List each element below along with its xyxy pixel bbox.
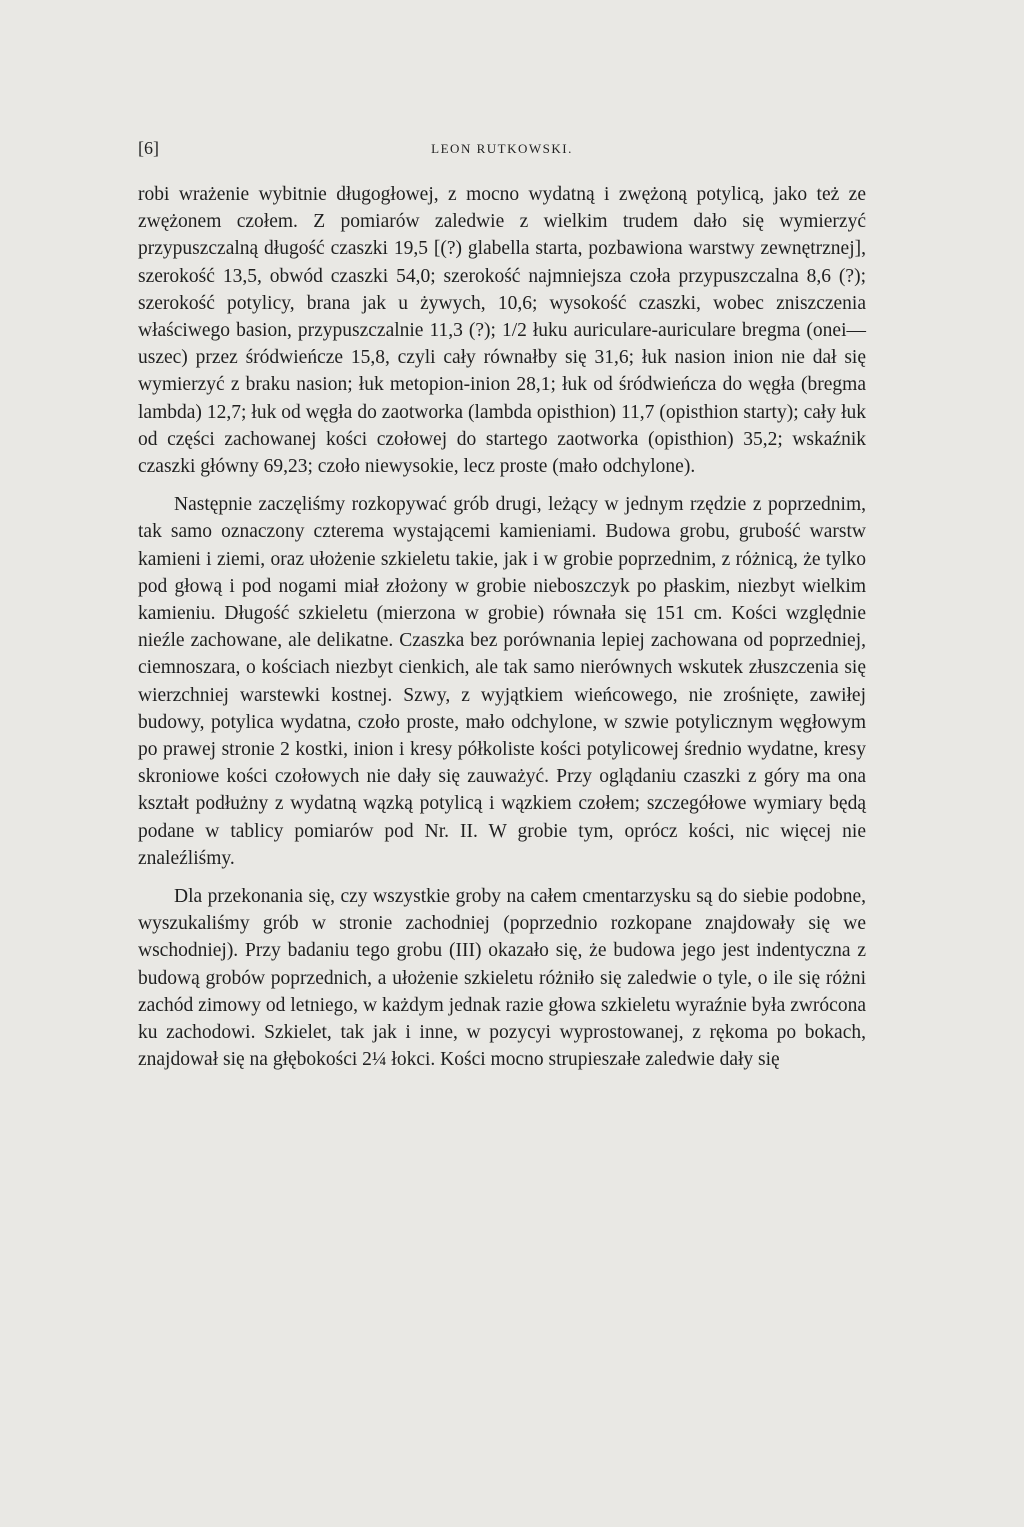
body-text (138, 181, 866, 1074)
running-head: LEON RUTKOWSKI. (431, 141, 573, 156)
paragraph-2: Następnie zaczęliśmy rozkopywać grób drugi, leżący w jednym rzędzie z poprzednim, tak samo oznaczony czterema wystającemi kamieniami. Budowa grobu, grubość warstw kamieni i ziemi, oraz ułożenie szkieletu takie, jak i w grobie poprzednim, z różnicą, że tylko pod głową i pod nogami miał złożony w grobie nieboszczyk po płaskim, niezbyt wielkim kamieniu. Długość szkieletu (mierzona w grobie) równała się 151 cm. Kości względnie nieźle zachowane, ale delikatne. Czaszka bez porównania lepiej zachowana od poprzedniej, ciemnoszara, o kościach niezbyt cienkich, ale tak samo nierównych wskutek złuszczenia się wierzchniej warstewki kostnej. Szwy, z wyjątkiem wieńcowego, nie zrośnięte, zawiłej budowy, potylica wydatna, czoło proste, mało odchylone, w szwie potylicznym węgłowym po prawej stronie 2 kostki, inion i kresy półkoliste kości potylicowej średnio wydatne, kresy skroniowe kości czołowych nie dały się zauważyć. Przy oglądaniu czaszki z góry ma ona kształt podłużny z wydatną wązką potylicą i wązkiem czołem; szczegółowe wymiary będą podane w tablicy pomiarów pod Nr. II. W grobie tym, oprócz kości, nic więcej nie znaleźliśmy. (138, 494, 866, 869)
paragraph-1: robi wrażenie wybitnie długogłowej, z mocno wydatną i zwężoną potylicą, jako też ze zwężonem czołem. Z pomiarów zaledwie z wielkim trudem dało się wymierzyć przypuszczalną długość czaszki 19,5 [(?) glabella starta, pozbawiona warstwy zewnętrznej], szerokość 13,5, obwód czaszki 54,0; szerokość najmniejsza czoła przypuszczalna 8,6 (?); szerokość potylicy, brana jak u żywych, 10,6; wysokość czaszki, wobec zniszczenia właściwego basion, przypuszczalnie 11,3 (?); 1/2 łuku auriculare-auriculare bregma (onei—uszec) przez śródwieńcze 15,8, czyli cały równałby się 31,6; łuk nasion inion nie dał się wymierzyć z braku nasion; łuk metopion-inion 28,1; łuk od śródwieńcza do węgła (bregma lambda) 12,7; łuk od węgła do zaotworka (lambda opisthion) 11,7 (opisthion starty); cały łuk od części zachowanej kości czołowej do startego zaotworka (opisthion) 35,2; wskaźnik czaszki główny 69,23; czoło niewysokie, lecz proste (mało odchylone). (138, 184, 866, 478)
paragraph-3: Dla przekonania się, czy wszystkie groby na całem cmentarzysku są do siebie podobne, wyszukaliśmy grób w stronie zachodniej (poprzednio rozkopane znajdowały się we wschodniej). Przy badaniu tego grobu (III) okazało się, że budowa jego jest indentyczna z budową grobów poprzednich, a ułożenie szkieletu różniło się zaledwie o tyle, o ile się różni zachód zimowy od letniego, w każdym jednak razie głowa szkieletu wyraźnie była zwrócona ku zachodowi. Szkielet, tak jak i inne, w pozycyi wyprostowanej, z rękoma po bokach, znajdował się na głębokości 2¼ łokci. Kości mocno strupieszałe zaledwie dały się (138, 886, 866, 1071)
page-number: [6] (138, 138, 159, 158)
